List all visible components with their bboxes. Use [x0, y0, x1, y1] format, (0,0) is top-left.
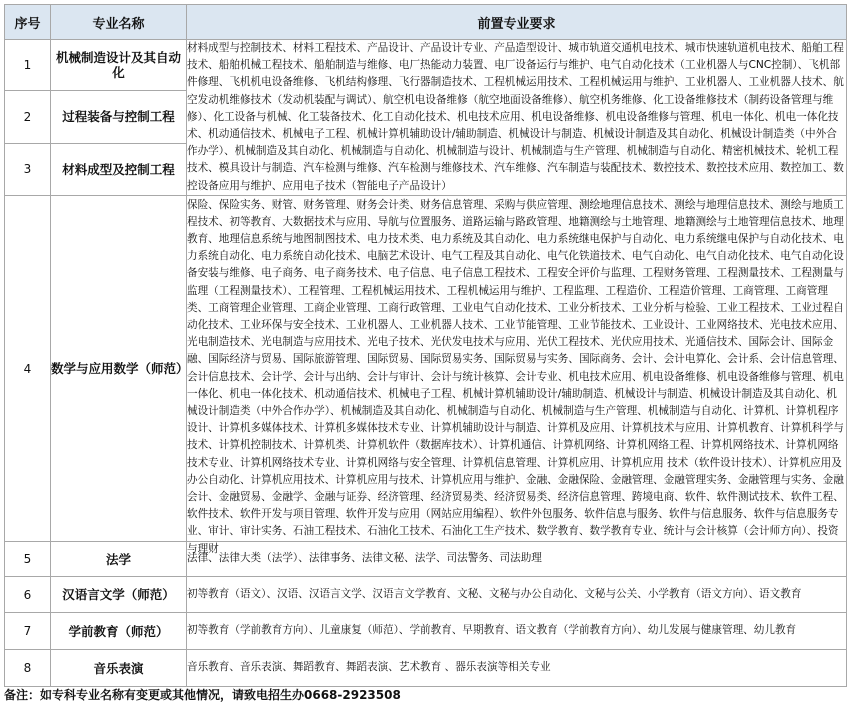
requirement-cell — [187, 40, 847, 196]
major-name: 法学 — [51, 542, 187, 577]
major-name: 数学与应用数学（师范） — [51, 196, 187, 542]
requirement-text: 初等教育（学前教育方向）、儿童康复（师范）、学前教育、早期教育、语文教育（学前教育方向）、幼儿发展与健康管理、幼儿教育 — [187, 613, 847, 650]
requirement-text: 音乐教育、音乐表演、舞蹈教育、舞蹈表演、艺术教育 、器乐表演等相关专业 — [187, 650, 847, 687]
major-name: 机械制造设计及其自动化 — [51, 40, 187, 91]
row-index: 3 — [5, 143, 51, 195]
header-index: 序号 — [5, 5, 51, 40]
row-index: 4 — [5, 196, 51, 542]
major-name: 过程装备与控制工程 — [51, 91, 187, 143]
requirement-text: 保险、保险实务、财管、财务管理、财务会计类、财务信息管理、采购与供应管理、测绘地理信息技术、测绘与地理信息技术、测绘与地质工程技术、初等教育、大数据技术与应用、导航与位置服务、道路运输与路政管理、地籍测绘与土地管理、地籍测绘与土地管理信息技术、地理教育、地理信息系统与地图制图技术、电力技术类、电力系统及其自动化、电力系统继电保护与自动化、电力系统继电保护与自动化技术、电力系统自动化、电力系统自动化技术、电脑艺术设计、电气工程及其自动化、电气化铁道技术、电气自动化、电气自动化技术、电气自动化设备安装与维修、电子商务、电子商务技术、电子信息、电子信息工程技术、工程安全评价与监理、工程财务管理、工程测量技术、工程测量与监理（工程测量技术）、工程管理、工程机械运用技术、工程机械运用与维护、工程监理、工程造价、工程造价管理、工商管理、工商管理类、工商管理企业管理、工商企业管理、工商行政管理、工业电气自动化技术、工业分析技术、工业分析与检验、工业工程技术、工业过程自动化技术、工业环保与安全技术、工业机器人、工业机器人技术、工业节能管理、工业节能技术、工业设计、工业网络技术、光电技术应用、光电制造技术、光电制造与应用技术、光电子技术、光伏发电技术与应用、光伏工程技术、光伏应用技术、光通信技术、国际会计、国际金融、国际经济与贸易、国际旅游管理、国际贸易、国际贸易实务、国际贸易与实务、国际商务、会计、会计电算化、会计系、会计信息管理、会计信息技术、会计学、会计与出纳、会计与审计、会计与统计核算、会计专业、机电技术应用、机电设备维修、机电设备维修与管理、机电一体化、机电一体化技术、机动通信技术、机械电子工程、机械计算机辅助设计/辅助制造、机械设计与制造、机械设计制造及其自动化、机械设计制造类（中外合作办学）、机械制造及其自动化、机械制造与自动化、机械制造与生产管理、机械制造与自动化、计算机、计算机程序设计、计算机多媒体技术、计算机多媒体技术专业、计算机辅助设计与制造、计算机及应用、计算机技术与应用、计算机教育、计算机科学与技术、计算机控制技术、计算机类、计算机软件（数据库技术）、计算机通信、计算机网络、计算机网络工程、计算机网络技术、计算机网络技术专业、计算机网络技术专业、计算机网络与安全管理、计算机信息管理、计算机应用、计算机应用 技术（软件设计技术）、计算机应用及办公自动化、计算机应用技术、计算机应用与技术、计算机应用与维护、金融、金融保险、金融管理、金融管理实务、金融管理与实务、金融会计、金融贸易、金融学、金融与证券、经济管理、经济贸易类、经济贸易类、经济信息管理、跨境电商、软件、软件测试技术、软件工程、软件技术、软件开发与项目管理、软件开发与应用（网站应用编程）、软件外包服务、软件信息与服务、软件与信息服务、软件与信息服务专业、审计、审计实务、石油工程技术、石油化工技术、石油化工生产技术、数学教育、数学教育专业、统计与会计核算（会计师方向）、投资与理财 — [187, 198, 844, 555]
footnote: 备注：如专科专业名称有变更或其他情况，请致电招生办0668-2923508 — [4, 688, 401, 702]
row-index: 6 — [5, 577, 51, 613]
requirement-text: 材料成型与控制技术、材料工程技术、产品设计、产品设计专业、产品造型设计、城市轨道交通机电技术、城市快速轨道机电技术、船舶工程技术、船舶机械工程技术、船舶制造与维修、电厂热能动力装置、电厂设备运行与维护、电气自动化技术（工业机器人与CNC控制）、飞机部件修理、飞机机电设备维修、飞机结构修理、飞行器制造技术、工程机械运用技术、工程机械运用与维护、工业机器人、工业机器人技术、航空发动机维修技术（发动机装配与调试）、航空机电设备维修（航空地面设备维修）、航空机务维修、化工设备维修技术（制药设备管理与维修）、化工设备与机械、化工装备技术、化工自动化技术、机电技术应用、机电设备维修、机电设备维修与管理、机电一体化、机电一体化技术、机动通信技术、机械电子工程、机械计算机辅助设计/辅助制造、机械设计与制造、机械设计制造及其自动化、机械设计制造类（中外合作办学）、机械制造及其自动化、机械制造与自动化、机械制造与设计、机械制造与生产管理、机械制造与自动化、精密机械技术、轮机工程技术、模具设计与制造、汽车检测与维修、汽车检测与维修技术、汽车维修、汽车制造与装配技术、数控技术、数控技术应用、数控加工、数控设备应用与维护、应用电子技术（智能电子产品设计） — [187, 42, 844, 192]
row-index: 1 — [5, 40, 51, 91]
row-index: 7 — [5, 613, 51, 650]
major-name: 学前教育（师范） — [51, 613, 187, 650]
table-row — [5, 650, 847, 687]
major-name: 音乐表演 — [51, 650, 187, 687]
table-row — [5, 40, 847, 91]
majors-table — [4, 4, 847, 687]
header-row — [5, 5, 847, 40]
row-index: 2 — [5, 91, 51, 143]
table-row — [5, 577, 847, 613]
row-index: 8 — [5, 650, 51, 687]
header-requirement: 前置专业要求 — [187, 5, 847, 40]
requirement-text: 初等教育（语文）、汉语、汉语言文学、汉语言文学教育、文秘、文秘与办公自动化、文秘与公关、小学教育（语文方向）、语文教育 — [187, 577, 847, 613]
requirement-text: 法律、法律大类（法学）、法律事务、法律文秘、法学、司法警务、司法助理 — [187, 542, 847, 577]
major-name: 材料成型及控制工程 — [51, 143, 187, 195]
row-index: 5 — [5, 542, 51, 577]
table-row — [5, 613, 847, 650]
major-name: 汉语言文学（师范） — [51, 577, 187, 613]
requirement-cell — [187, 196, 847, 555]
header-major: 专业名称 — [51, 5, 187, 40]
table-row — [5, 196, 847, 542]
table-row — [5, 542, 847, 577]
